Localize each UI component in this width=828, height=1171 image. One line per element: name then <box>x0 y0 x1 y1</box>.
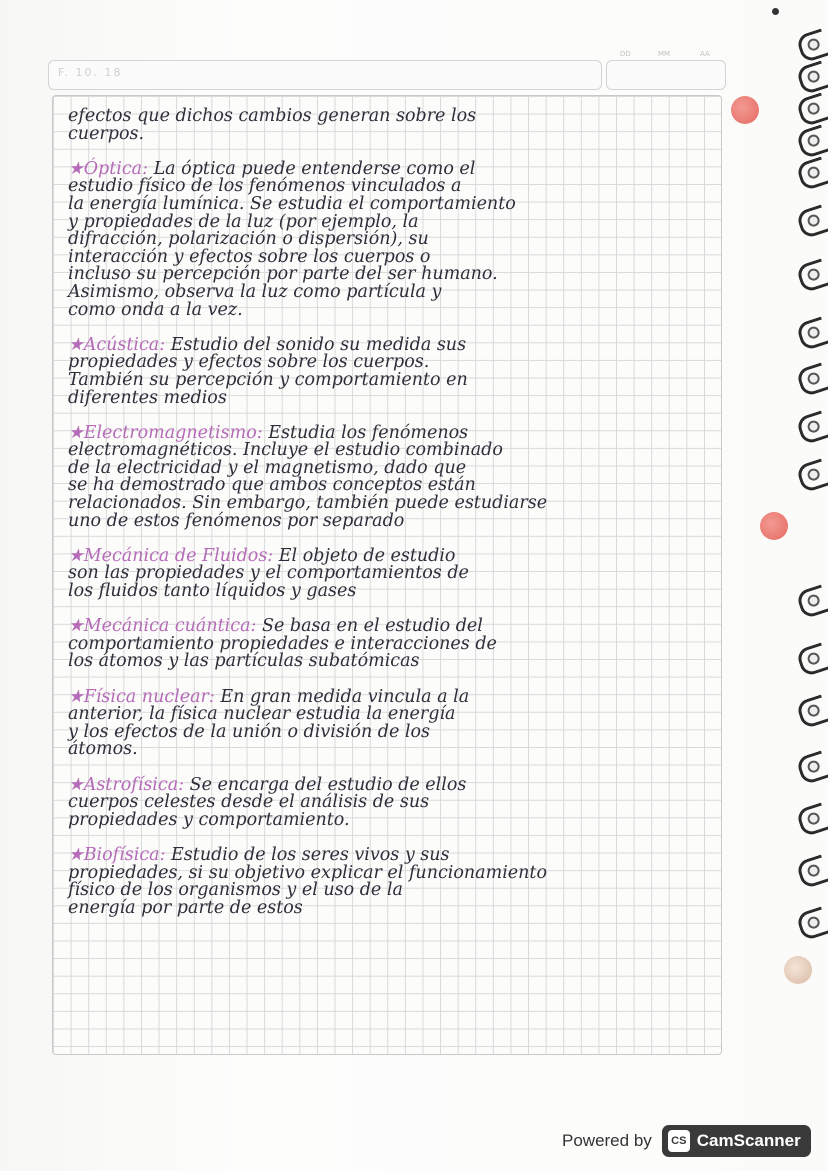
spiral-ring <box>795 125 828 160</box>
spiral-ring <box>795 907 828 942</box>
section-electromagnetismo <box>68 422 768 531</box>
spiral-ring <box>795 205 828 240</box>
date-label-year: AA <box>700 50 710 58</box>
spiral-binding <box>788 30 828 1030</box>
note-line: energía por parte de estos <box>68 897 303 918</box>
spiral-ring <box>795 459 828 494</box>
note-line: físico de los organismos y el uso de la <box>68 880 403 901</box>
section-term: ★Biofísica: <box>68 844 166 865</box>
note-line: cuerpos. <box>68 123 145 144</box>
note-line: difracción, polarización o dispersión), su <box>68 229 429 250</box>
section-mecanica-fluidos <box>68 545 768 602</box>
section-term: ★Física nuclear: <box>68 686 215 707</box>
header-title-box <box>48 60 602 90</box>
handwritten-notes <box>68 108 768 935</box>
spiral-ring <box>795 29 828 64</box>
camscanner-watermark <box>562 1124 811 1158</box>
note-line: También su percepción y comportamiento en <box>68 369 468 390</box>
spiral-ring <box>795 585 828 620</box>
note-line <box>68 844 768 865</box>
note-line: electromagnéticos. Incluye el estudio combinado <box>68 440 503 461</box>
note-line: propiedades, si su objetivo explicar el funcionamiento <box>68 862 547 883</box>
note-line: diferentes medios <box>68 387 227 408</box>
spiral-ring <box>795 157 828 192</box>
spiral-ring <box>795 643 828 678</box>
intro-paragraph <box>68 108 768 143</box>
note-line: como onda a la vez. <box>68 299 243 320</box>
section-term: ★Electromagnetismo: <box>68 422 263 443</box>
section-term: ★Mecánica de Fluidos: <box>68 545 274 566</box>
camscanner-brand: CamScanner <box>696 1131 801 1150</box>
spiral-ring <box>795 803 828 838</box>
section-mecanica-cuantica <box>68 618 768 671</box>
spiral-ring <box>795 751 828 786</box>
note-line: y los efectos de la unión o división de los <box>68 721 431 742</box>
ink-dot <box>772 8 779 15</box>
note-text: El objeto de estudio <box>273 545 456 566</box>
note-line: uno de estos fenómenos por separado <box>68 510 405 531</box>
spiral-ring <box>795 411 828 446</box>
camscanner-badge <box>662 1125 811 1157</box>
note-text: Estudio del sonido su medida sus <box>165 334 467 355</box>
date-label-day: DD <box>620 50 631 58</box>
section-optica <box>68 158 768 320</box>
date-field-box <box>606 60 726 90</box>
note-line: anterior, la física nuclear estudia la energía <box>68 704 456 725</box>
note-line: y propiedades de la luz (por ejemplo, la <box>68 211 419 232</box>
note-line: se ha demostrado que ambos conceptos están <box>68 475 476 496</box>
note-line: estudio físico de los fenómenos vinculados a <box>68 176 462 197</box>
spiral-ring <box>795 855 828 890</box>
section-term: ★Mecánica cuántica: <box>68 616 257 637</box>
note-text: Se encarga del estudio de ellos <box>184 774 467 795</box>
note-line: los átomos y las partículas subatómicas <box>68 651 420 672</box>
spiral-ring <box>795 695 828 730</box>
note-line: Asimismo, observa la luz como partícula y <box>68 281 442 302</box>
note-line: incluso su percepción por parte del ser humano. <box>68 264 498 285</box>
note-line: de la electricidad y el magnetismo, dado que <box>68 457 467 478</box>
spiral-ring <box>795 259 828 294</box>
note-text: Estudia los fenómenos <box>262 422 469 443</box>
note-line: comportamiento propiedades e interacciones de <box>68 633 497 654</box>
section-astrofisica <box>68 774 768 830</box>
date-label-month: MM <box>658 50 671 58</box>
note-text: La óptica puede entenderse como el <box>148 158 476 179</box>
note-line: son las propiedades y el comportamientos de <box>68 563 469 584</box>
section-term: ★Astrofísica: <box>68 774 185 795</box>
note-line: átomos. <box>68 739 138 760</box>
section-term: ★Óptica: <box>68 158 148 179</box>
note-line: los fluidos tanto líquidos y gases <box>68 581 357 602</box>
note-text: Se basa en el estudio del <box>256 616 483 637</box>
powered-by-text: Powered by <box>562 1131 652 1150</box>
note-line: efectos que dichos cambios generan sobre los <box>68 106 477 126</box>
section-biofisica <box>68 844 768 918</box>
header-date-hint: F. 10. 18 <box>58 66 123 79</box>
note-text: Estudio de los seres vivos y sus <box>165 844 450 865</box>
note-line: propiedades y efectos sobre los cuerpos. <box>68 352 430 373</box>
note-line: propiedades y comportamiento. <box>68 809 350 830</box>
note-text: En gran medida vincula a la <box>214 686 470 707</box>
binder-hole-tan <box>784 956 812 984</box>
note-line: relacionados. Sin embargo, también puede estudiarse <box>68 493 548 514</box>
note-line: interacción y efectos sobre los cuerpos o <box>68 246 431 267</box>
spiral-ring <box>795 317 828 352</box>
section-term: ★Acústica: <box>68 334 166 355</box>
spiral-ring <box>795 93 828 128</box>
section-fisica-nuclear <box>68 686 768 760</box>
note-line: cuerpos celestes desde el análisis de sus <box>68 792 430 813</box>
note-line: la energía lumínica. Se estudia el comportamiento <box>68 193 516 214</box>
camscanner-logo-icon: CS <box>668 1130 690 1152</box>
section-acustica <box>68 334 768 408</box>
spiral-ring <box>795 61 828 96</box>
spiral-ring <box>795 363 828 398</box>
